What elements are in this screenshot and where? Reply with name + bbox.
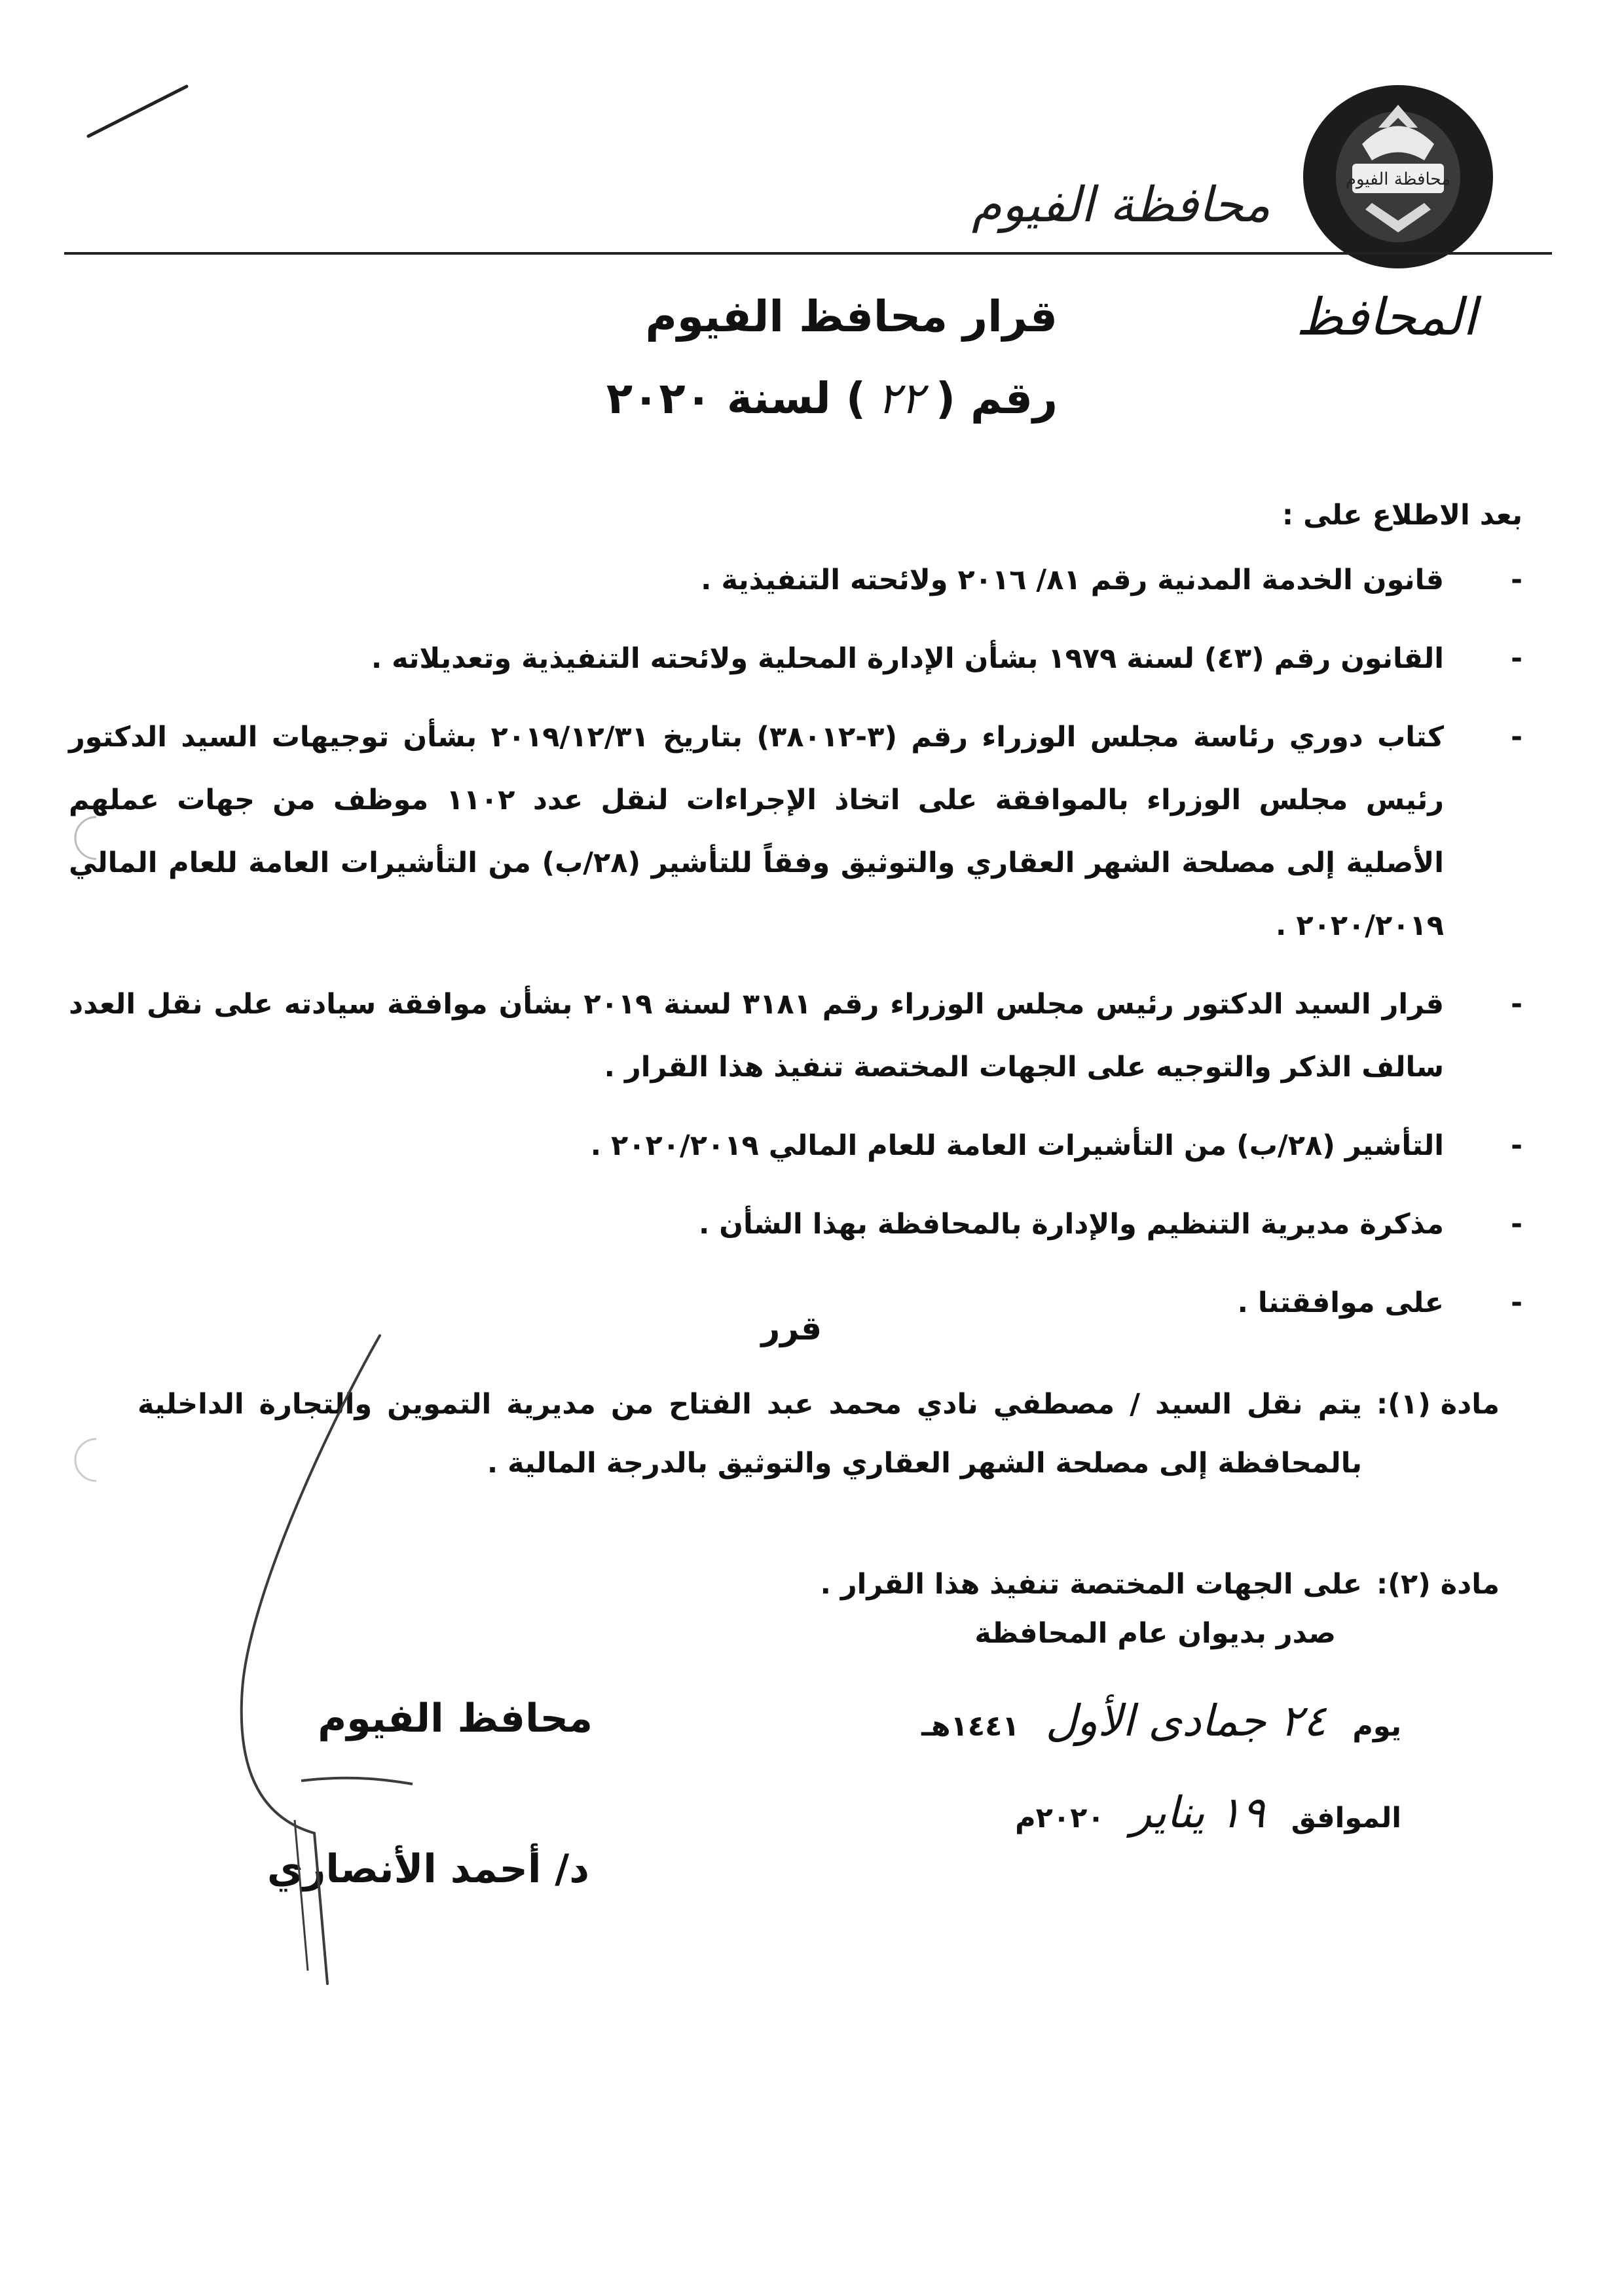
consideration-text: القانون رقم (٤٣) لسنة ١٩٧٩ بشأن الإدارة المحلية ولائحته التنفيذية وتعديلاته . xyxy=(371,642,1444,675)
gregorian-date-label: الموافق xyxy=(1291,1802,1401,1834)
consideration-item xyxy=(69,706,1522,957)
list-dash: - xyxy=(1511,721,1522,754)
issued-at-line: صدر بديوان عام المحافظة xyxy=(974,1617,1336,1650)
decision-number-handwritten: ٢٢ xyxy=(877,373,924,424)
consideration-text: على موافقتنا . xyxy=(1237,1286,1444,1319)
pen-stroke-mark xyxy=(82,79,193,144)
punch-hole-mark xyxy=(60,1434,113,1486)
consideration-text: كتاب دوري رئاسة مجلس الوزراء رقم (٣-٣٨٠١٢) بتاريخ ٢٠١٩/١٢/٣١ بشأن توجيهات السيد الدكتور رئيس مجلس الوزراء بالموافقة على اتخاذ الإجراءات لنقل عدد ١١٠٢ موظف من جهات عملهم الأصلية إلى مصلحة الشهر العقاري والتوثيق وفقاً للتأشير (٢٨/ب) من التأشيرات العامة للعام المالي ٢٠٢٠/٢٠١٩ . xyxy=(69,721,1444,942)
decision-title: قرار محافظ الفيوم xyxy=(645,291,1058,342)
handwritten-signature xyxy=(196,1322,524,1997)
intro-heading: بعد الاطلاع على : xyxy=(1282,499,1522,532)
list-dash: - xyxy=(1511,988,1522,1021)
office-label: المحافظ xyxy=(1296,288,1477,347)
consideration-text: مذكرة مديرية التنظيم والإدارة بالمحافظة بهذا الشأن . xyxy=(698,1208,1444,1241)
hijri-date-year: ١٤٤١هـ xyxy=(921,1710,1020,1743)
hijri-date-handwritten: ٢٤ جمادى الأول xyxy=(1045,1696,1327,1746)
consideration-text: التأشير (٢٨/ب) من التأشيرات العامة للعام المالي ٢٠٢٠/٢٠١٩ . xyxy=(590,1129,1444,1162)
consideration-item xyxy=(69,1193,1522,1256)
punch-hole-mark xyxy=(60,812,113,864)
hijri-date-label: يوم xyxy=(1352,1710,1401,1743)
consideration-text: قانون الخدمة المدنية رقم ٨١/ ٢٠١٦ ولائحته التنفيذية . xyxy=(701,564,1444,596)
list-dash: - xyxy=(1511,1129,1522,1162)
signatory-name: د/ أحمد الأنصاري xyxy=(267,1846,589,1892)
gregorian-date-year: ٢٠٢٠م xyxy=(1015,1802,1105,1834)
consideration-item xyxy=(69,973,1522,1099)
article-text: يتم نقل السيد / مصطفي نادي محمد عبد الفتاح من مديرية التموين والتجارة الداخلية بالمحافظة إلى مصلحة الشهر العقاري والتوثيق بالدرجة المالية . xyxy=(138,1388,1362,1480)
list-dash: - xyxy=(1511,1208,1522,1241)
gregorian-date-line xyxy=(1015,1787,1401,1838)
considerations-list xyxy=(69,549,1522,1350)
list-dash: - xyxy=(1511,1286,1522,1319)
consideration-item xyxy=(69,1114,1522,1177)
consideration-item xyxy=(69,549,1522,611)
decision-year-suffix: ) لسنة ٢٠٢٠ xyxy=(606,373,866,424)
decision-number-prefix: رقم ( xyxy=(935,373,1058,424)
header-divider xyxy=(64,252,1552,255)
hijri-date-line xyxy=(921,1696,1401,1746)
article-label: مادة (٢): xyxy=(1376,1568,1500,1601)
article-label: مادة (١): xyxy=(1376,1388,1500,1421)
signatory-title: محافظ الفيوم xyxy=(318,1696,593,1741)
gregorian-date-handwritten: ١٩ يناير xyxy=(1130,1787,1265,1838)
decision-number-line xyxy=(606,373,1058,424)
governorate-seal-logo xyxy=(1300,82,1496,272)
governorate-letterhead-name: محافظة الفيوم xyxy=(971,177,1270,233)
list-dash: - xyxy=(1511,642,1522,675)
seal-text: محافظة الفيوم xyxy=(1345,170,1451,189)
consideration-text: قرار السيد الدكتور رئيس مجلس الوزراء رقم ٣١٨١ لسنة ٢٠١٩ بشأن موافقة سيادته على نقل العدد سالف الذكر والتوجيه على الجهات المختصة تنفيذ هذا القرار . xyxy=(69,988,1444,1084)
article-text: على الجهات المختصة تنفيذ هذا القرار . xyxy=(820,1568,1362,1601)
decree-heading: قرر xyxy=(761,1309,822,1347)
list-dash: - xyxy=(1511,564,1522,596)
consideration-item xyxy=(69,627,1522,690)
